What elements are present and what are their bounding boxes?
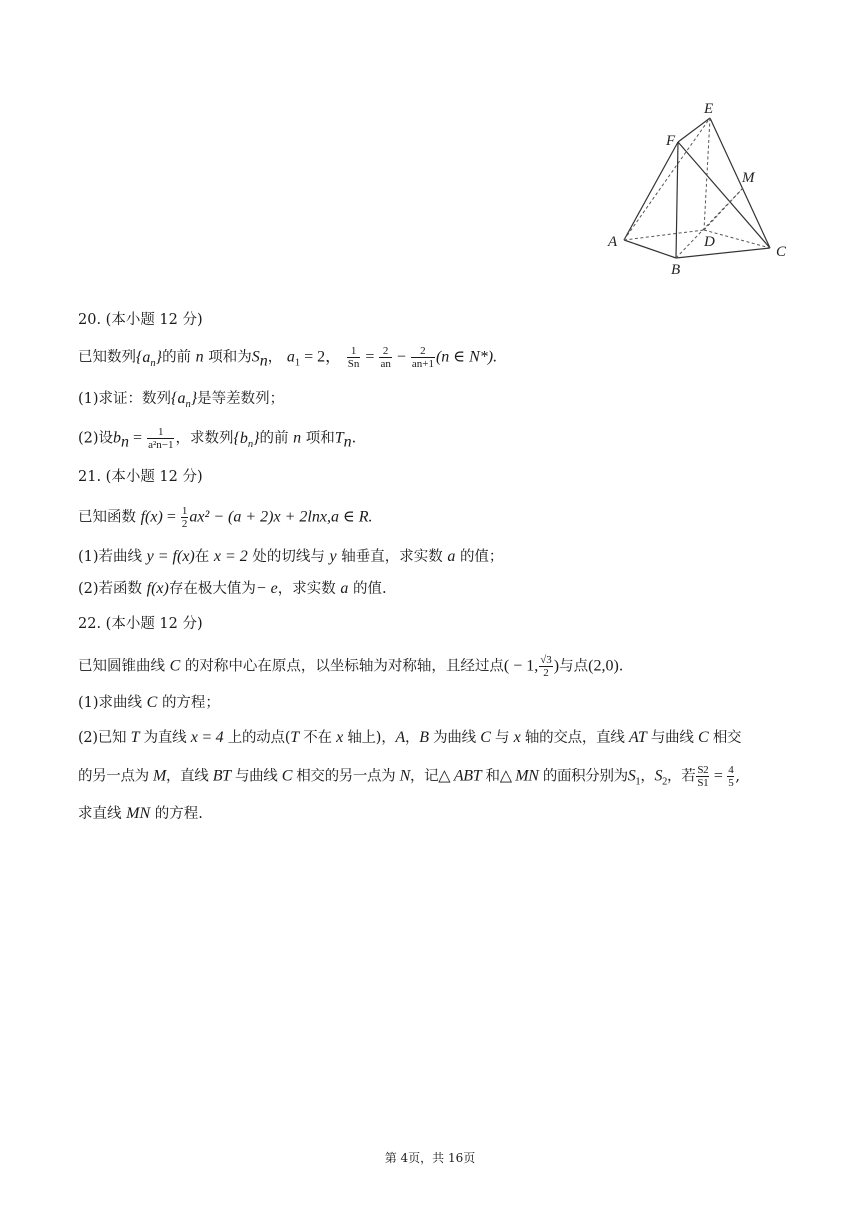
q20-stem: 已知数列$\{a_n\}$的前 n 项和为$S_n$， $a_1 = 2$， $\frac{1}{Sn}$ = $\frac{2}{an}$ − $\frac{2}{an+1}$ (n ∈ N*). (78, 345, 498, 370)
label-E: E (704, 101, 714, 117)
q22-part2-line2: 的另一点为 M，直线 BT 与曲线 C 相交的另一点为 N，记△ ABT 和△ MN 的面积分别为$S_1$，$S_2$，若 $\frac{S2}{S1}$ = $\frac{4}{5}$ , (78, 764, 740, 789)
label-C: C (776, 244, 787, 260)
pyramid-figure (600, 96, 800, 282)
q20-part1: (1)求证：数列$\{a_n\}$是等差数列； (78, 390, 285, 411)
label-D: D (704, 234, 715, 250)
q21-part1: (1)若曲线 y = f(x)在 x = 2 处的切线与 y 轴垂直，求实数 a 的值； (78, 548, 504, 565)
q20-title: 20. (本小题 12 分) (78, 312, 203, 328)
q22-part2-line3: 求直线 MN 的方程. (78, 805, 203, 822)
q21-title: 21. (本小题 12 分) (78, 469, 203, 485)
q20-part2: (2)设$b_n$ = $\frac{1}{\text{a²n−1}}$ ，求数列$\{b_n\}$的前 n 项和$T_n$. (78, 426, 357, 451)
page-footer: 第 4页，共 16页 (384, 1151, 476, 1165)
q22-part2-line1: (2)已知 T 为直线 x = 4 上的动点(T 不在 x 轴上)，A，B 为曲线 C 与 x 轴的交点，直线 AT 与曲线 C 相交 (78, 729, 742, 746)
q22-title: 22. (本小题 12 分) (78, 616, 203, 632)
label-M: M (742, 170, 755, 186)
q21-part2: (2)若函数 f(x)存在极大值为− e，求实数 a 的值. (78, 580, 387, 597)
label-A: A (608, 234, 618, 250)
label-F: F (666, 133, 676, 149)
label-B: B (671, 262, 681, 278)
q22-stem: 已知圆锥曲线 C 的对称中心在原点，以坐标轴为对称轴，且经过点( − 1, $\frac{√3}{2}$ )与点(2,0). (78, 654, 624, 679)
q22-part1: (1)求曲线 C 的方程； (78, 694, 220, 711)
q21-stem: 已知函数 f(x) = $\frac{1}{2}$ ax² − (a + 2)x + 2lnx,a ∈ R. (78, 505, 373, 530)
